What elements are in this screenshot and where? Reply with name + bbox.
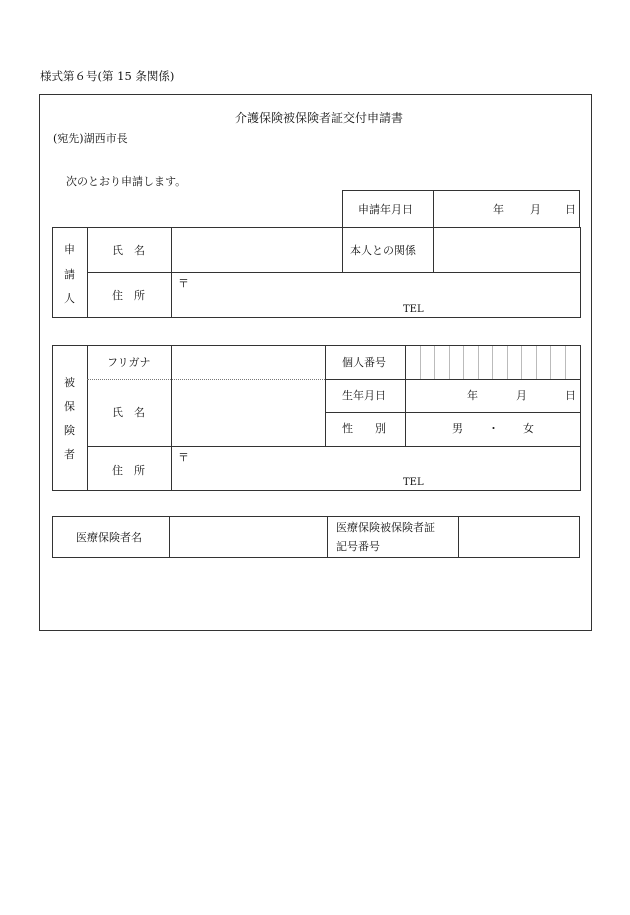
- medical-insurer-field[interactable]: [170, 517, 326, 557]
- insured-char-1: 被: [64, 376, 75, 389]
- insured-tel-label: TEL: [403, 477, 424, 488]
- birthdate-label: 生年月日: [342, 389, 386, 402]
- applicant-name-label: 氏 名: [112, 244, 145, 257]
- insured-address-label: 住 所: [112, 464, 145, 477]
- birthdate-field[interactable]: [406, 380, 580, 411]
- application-day-label: 日: [565, 203, 576, 216]
- insurance-card-label-line1: 医療保険被保険者証: [336, 521, 435, 534]
- applicant-address-field[interactable]: [172, 273, 580, 317]
- applicant-relation-label: 本人との関係: [350, 244, 416, 257]
- applicant-relation-field[interactable]: [434, 228, 580, 271]
- insured-name-field[interactable]: [172, 380, 324, 445]
- intro-text: 次のとおり申請します。: [66, 175, 187, 188]
- insured-char-2: 保: [64, 400, 75, 413]
- birth-year-label: 年: [467, 389, 478, 402]
- insured-name-label: 氏 名: [112, 406, 145, 419]
- insured-char-3: 険: [64, 424, 75, 437]
- sex-male-option[interactable]: 男: [452, 422, 463, 435]
- sex-label: 性 別: [342, 422, 386, 435]
- furigana-field[interactable]: [172, 346, 324, 378]
- applicant-postal-mark: 〒: [178, 277, 189, 290]
- applicant-char-2: 請: [64, 268, 75, 281]
- insured-address-field[interactable]: [172, 447, 580, 490]
- applicant-address-label: 住 所: [112, 289, 145, 302]
- individual-number-label: 個人番号: [342, 356, 386, 369]
- insured-char-4: 者: [64, 448, 75, 461]
- insurance-card-number-field[interactable]: [459, 517, 579, 557]
- application-date-label: 申請年月日: [358, 203, 413, 216]
- applicant-name-field[interactable]: [172, 228, 341, 271]
- applicant-char-3: 人: [64, 292, 75, 305]
- sex-separator: ・: [488, 422, 499, 435]
- application-month-label: 月: [530, 203, 541, 216]
- furigana-label: フリガナ: [107, 356, 151, 369]
- individual-number-field[interactable]: [406, 346, 580, 378]
- insurance-card-label-line2: 記号番号: [336, 540, 380, 553]
- application-year-label: 年: [493, 203, 504, 216]
- medical-insurer-label: 医療保険者名: [76, 531, 142, 544]
- form-title: 介護保険被保険者証交付申請書: [235, 111, 404, 125]
- sex-female-option[interactable]: 女: [523, 422, 534, 435]
- application-date-field[interactable]: [434, 191, 579, 227]
- birth-month-label: 月: [516, 389, 527, 402]
- insured-postal-mark: 〒: [178, 451, 189, 464]
- addressee: (宛先)湖西市長: [53, 132, 128, 145]
- applicant-char-1: 申: [64, 243, 75, 256]
- form-number: 様式第６号(第 15 条関係): [40, 69, 175, 83]
- applicant-tel-label: TEL: [403, 304, 424, 315]
- birth-day-label: 日: [565, 389, 576, 402]
